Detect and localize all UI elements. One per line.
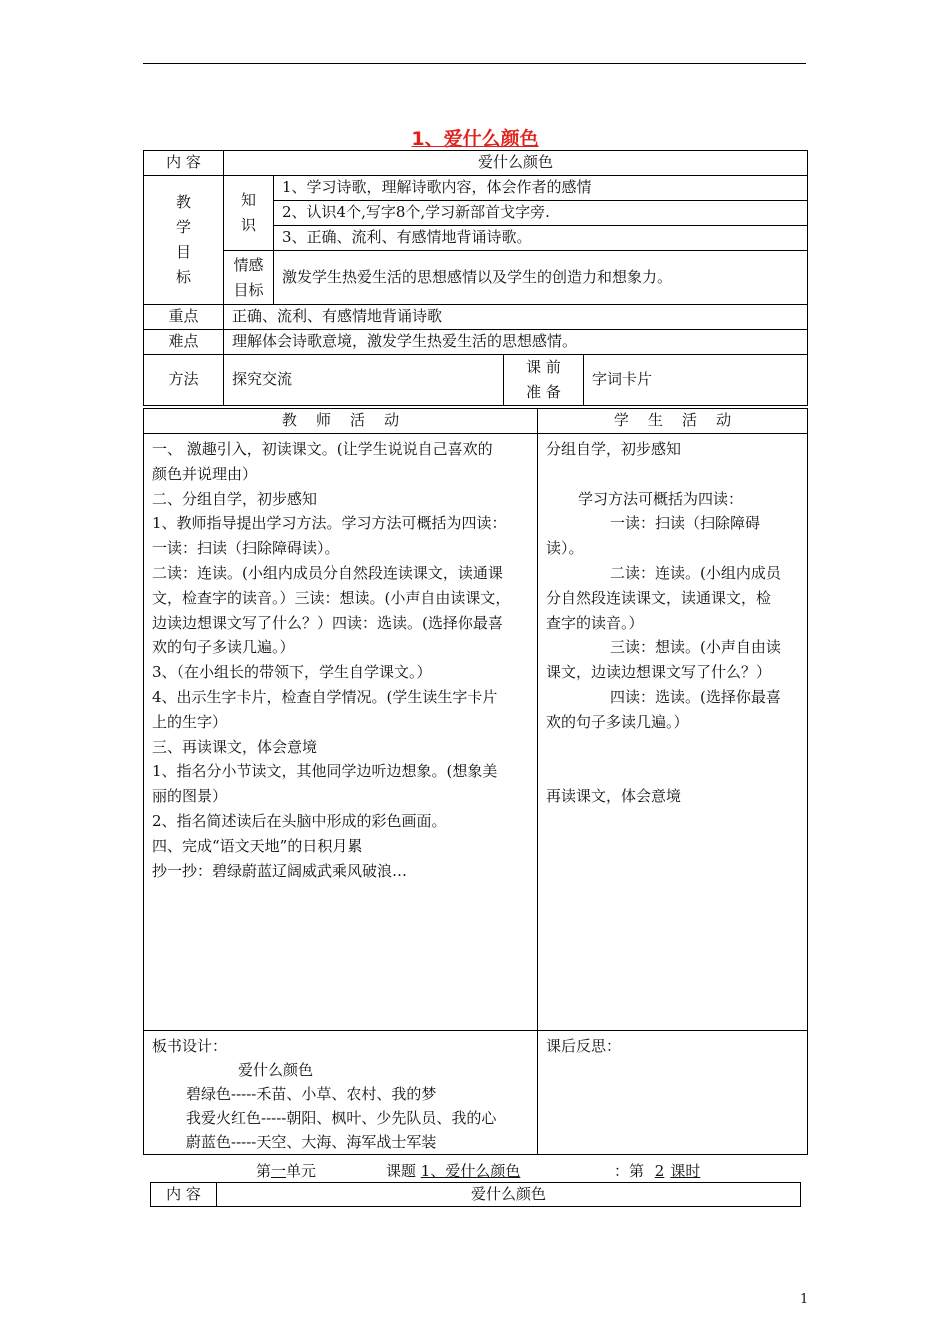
prep-value: 字词卡片 [584, 355, 808, 406]
teacher-activity-cell [144, 434, 538, 1031]
teacher-line: 二读：连读。(小组内成员分自然段连读课文，读通课 [152, 563, 503, 582]
board-line: 蔚蓝色-----天空、大海、海军战士军装 [186, 1133, 437, 1151]
key-label: 重点 [144, 305, 224, 330]
prep-label: 课 前 准 备 [504, 355, 584, 406]
next-lesson-table [150, 1182, 801, 1207]
student-line: 一读：扫读（扫除障碍 [610, 514, 761, 533]
student-activity-cell [538, 434, 808, 1031]
lesson-title: 1、爱什么颜色 [411, 128, 539, 150]
teacher-activity-header: 教 师 活 动 [144, 409, 538, 434]
student-line [546, 462, 801, 487]
activity-table [143, 408, 808, 1155]
key-value: 正确、流利、有感情地背诵诗歌 [224, 305, 808, 330]
unit-prefix: 第 [256, 1162, 272, 1180]
board-design-cell [144, 1031, 538, 1155]
lesson-count [614, 1160, 700, 1181]
lesson-footer [256, 1160, 316, 1181]
method-label: 方法 [144, 355, 224, 406]
student-line: 课文，边读边想课文写了什么？） [546, 663, 772, 682]
lesson-plan-table [143, 150, 808, 406]
teacher-line: 文，检查字的读音。）三读：想读。(小声自由读课文， [152, 588, 511, 607]
knowledge-item: 3、正确、流利、有感情地背诵诗歌。 [274, 226, 808, 251]
lesson-number: 2 [654, 1162, 665, 1180]
method-value: 探究交流 [224, 355, 504, 406]
lesson-prefix: ：第 [614, 1162, 645, 1180]
emotion-value: 激发学生热爱生活的思想感情以及学生的创造力和想象力。 [274, 251, 808, 305]
topic-label: 课题 [386, 1162, 417, 1180]
knowledge-item: 1、学习诗歌，理解诗歌内容，体会作者的感情 [274, 176, 808, 201]
reflection-label: 课后反思： [546, 1037, 622, 1055]
student-line: 再读课文，体会意境 [546, 787, 682, 806]
board-line: 碧绿色-----禾苗、小草、农村、我的梦 [186, 1085, 437, 1103]
student-line: 四读：选读。(选择你最喜 [610, 687, 781, 706]
teacher-line: 欢的句子多读几遍。） [152, 638, 295, 657]
reflection-cell [538, 1031, 808, 1155]
teacher-line: 4、出示生字卡片，检查自学情况。(学生读生字卡片 [152, 687, 498, 706]
student-line: 分组自学，初步感知 [546, 440, 682, 458]
teacher-line: 1、指名分小节读文，其他同学边听边想象。(想象美 [152, 762, 498, 781]
student-line: 欢的句子多读几遍。） [546, 712, 689, 731]
teacher-line: 颜色并说理由） [152, 464, 258, 483]
teacher-line: 一、 激趣引入，初读课文。(让学生说说自己喜欢的 [152, 440, 493, 458]
teacher-line: 丽的图景） [152, 787, 228, 806]
difficulty-label: 难点 [144, 330, 224, 355]
student-line: 查字的读音。） [546, 613, 644, 632]
content-value: 爱什么颜色 [224, 151, 808, 176]
knowledge-item: 2、认识4个,写字8个,学习新部首戈字旁. [274, 201, 808, 226]
next-content-label: 内 容 [151, 1183, 217, 1207]
topic-value: 1、爱什么颜色 [420, 1162, 521, 1180]
teacher-line: 四、完成“语文天地”的日积月累 [152, 836, 363, 855]
difficulty-value: 理解体会诗歌意境，激发学生热爱生活的思想感情。 [224, 330, 808, 355]
student-line [546, 735, 801, 760]
page-number: 1 [800, 1292, 809, 1307]
emotion-label: 情感 目标 [224, 251, 274, 305]
teacher-line: 上的生字） [152, 712, 228, 731]
student-line: 二读：连读。(小组内成员 [610, 563, 781, 582]
teacher-line: 边读边想课文写了什么？）四读：选读。(选择你最喜 [152, 613, 503, 632]
student-line: 三读：想读。(小声自由读 [610, 638, 781, 657]
lesson-suffix: 课时 [670, 1162, 701, 1180]
student-line: 分自然段连读课文，读通课文，检 [546, 588, 772, 607]
content-label: 内 容 [144, 151, 224, 176]
teacher-line: 二、分组自学，初步感知 [152, 489, 318, 508]
board-title: 爱什么颜色 [238, 1061, 314, 1079]
teacher-line: 1、教师指导提出学习方法。学习方法可概括为四读： [152, 514, 507, 533]
unit-suffix: 单元 [286, 1162, 317, 1180]
teacher-line: 抄一抄：碧绿蔚蓝辽阔威武乘风破浪… [152, 861, 408, 880]
board-line: 我爱火红色-----朝阳、枫叶、少先队员、我的心 [186, 1109, 497, 1127]
next-content-value: 爱什么颜色 [217, 1183, 801, 1207]
student-line: 学习方法可概括为四读： [578, 489, 744, 508]
header-rule [143, 63, 806, 64]
student-line [546, 759, 801, 784]
student-line: 读）。 [546, 539, 584, 558]
student-activity-header: 学 生 活 动 [538, 409, 808, 434]
topic [386, 1160, 538, 1181]
teacher-line: 3、（在小组长的带领下，学生自学课文。） [152, 663, 432, 682]
teacher-line: 一读：扫读（扫除障碍读）。 [152, 539, 340, 558]
goal-label: 教 学 目 标 [144, 176, 224, 305]
unit-number: 一 [271, 1162, 287, 1180]
teacher-line: 三、再读课文，体会意境 [152, 737, 318, 756]
teacher-line: 2、指名简述读后在头脑中形成的彩色画面。 [152, 811, 447, 830]
knowledge-label: 知 识 [224, 176, 274, 251]
board-label: 板书设计： [152, 1037, 228, 1055]
